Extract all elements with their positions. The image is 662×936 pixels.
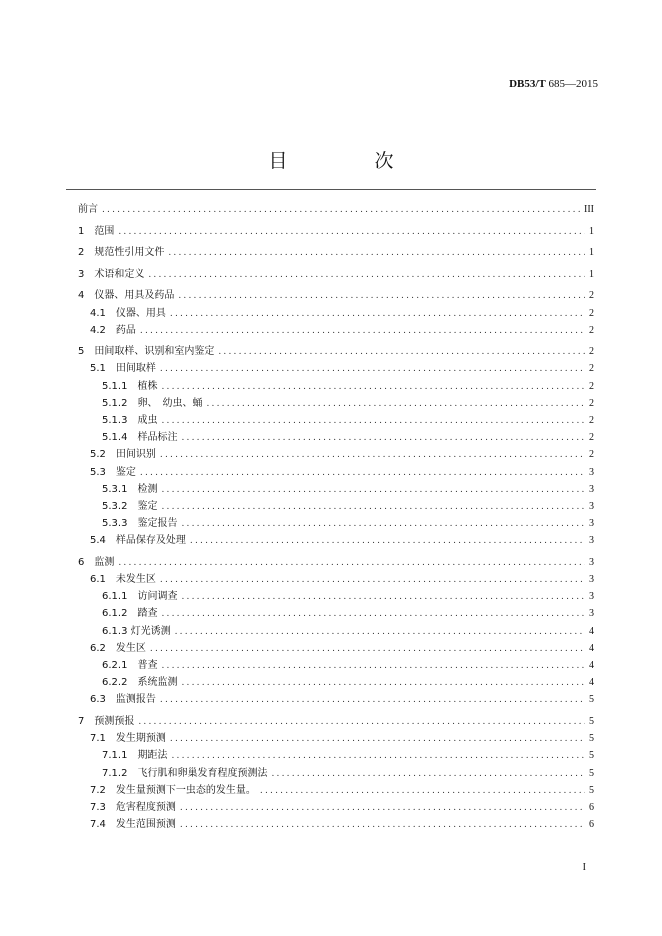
toc-entry-page: 1 bbox=[589, 247, 594, 259]
toc-entry-page: 3 bbox=[589, 500, 594, 512]
toc-leader-dots bbox=[181, 433, 585, 443]
toc-entry-page: 2 bbox=[589, 397, 594, 409]
toc-entry-label: 7.1.1 期距法 bbox=[102, 750, 168, 762]
toc-entry-label: 5.3.3 鉴定报告 bbox=[102, 518, 178, 530]
toc-entry-label: 5.4 样品保存及处理 bbox=[90, 535, 186, 547]
toc-entry-page: 2 bbox=[589, 307, 594, 319]
toc-entry-page: 2 bbox=[589, 290, 594, 302]
toc-entry-label: 5.1.4 样品标注 bbox=[102, 432, 178, 444]
toc-entry[interactable] bbox=[78, 798, 594, 815]
toc-entry[interactable] bbox=[78, 304, 594, 321]
toc-entry[interactable] bbox=[78, 445, 594, 462]
toc-entry[interactable] bbox=[78, 463, 594, 480]
toc-entry-label: 6.1.3 灯光诱测 bbox=[102, 625, 171, 637]
toc-leader-dots bbox=[180, 820, 585, 830]
toc-entry-label: 1 范围 bbox=[78, 225, 115, 237]
toc-entry[interactable] bbox=[78, 622, 594, 639]
toc-leader-dots bbox=[160, 695, 585, 705]
toc-entry[interactable] bbox=[78, 604, 594, 621]
toc-entry-label: 5.2 田间识别 bbox=[90, 449, 156, 461]
toc-entry[interactable] bbox=[78, 712, 594, 729]
toc-entry-label: 4 仪器、用具及药品 bbox=[78, 290, 175, 302]
toc-entry[interactable] bbox=[78, 553, 594, 570]
toc-entry-label: 6.2.2 系统监测 bbox=[102, 677, 178, 689]
document-code-header bbox=[509, 78, 598, 90]
toc-leader-dots bbox=[168, 248, 585, 258]
toc-leader-dots bbox=[170, 309, 585, 319]
standard-code: DB53/T bbox=[509, 78, 546, 90]
toc-leader-dots bbox=[160, 575, 585, 585]
standard-number: 685—2015 bbox=[548, 78, 598, 90]
toc-leader-dots bbox=[161, 485, 585, 495]
toc-leader-dots bbox=[271, 769, 585, 779]
toc-leader-dots bbox=[118, 558, 585, 568]
toc-entry[interactable] bbox=[78, 243, 594, 260]
toc-entry[interactable] bbox=[78, 222, 594, 239]
toc-leader-dots bbox=[150, 644, 585, 654]
toc-entry-page: 4 bbox=[589, 660, 594, 672]
table-of-contents bbox=[78, 200, 594, 832]
toc-entry[interactable] bbox=[78, 480, 594, 497]
toc-entry[interactable] bbox=[78, 514, 594, 531]
toc-entry-label: 5.1.2 卵、 幼虫、蛹 bbox=[102, 397, 203, 409]
toc-entry-label: 5.1.1 植株 bbox=[102, 380, 158, 392]
toc-entry[interactable] bbox=[78, 497, 594, 514]
toc-entry-page: 3 bbox=[589, 574, 594, 586]
toc-entry-page: 5 bbox=[589, 767, 594, 779]
toc-entry-page: 2 bbox=[589, 363, 594, 375]
toc-entry[interactable] bbox=[78, 411, 594, 428]
toc-entry-label: 7.3 危害程度预测 bbox=[90, 801, 176, 813]
toc-entry-page: 4 bbox=[589, 625, 594, 637]
toc-entry[interactable] bbox=[78, 359, 594, 376]
toc-entry-page: 2 bbox=[589, 432, 594, 444]
toc-leader-dots bbox=[161, 661, 585, 671]
toc-entry-page: 2 bbox=[589, 380, 594, 392]
toc-entry-label: 7.4 发生范围预测 bbox=[90, 819, 176, 831]
toc-entry-label: 6.2 发生区 bbox=[90, 642, 146, 654]
title-divider bbox=[66, 189, 596, 190]
toc-entry-label: 5.3 鉴定 bbox=[90, 466, 136, 478]
toc-leader-dots bbox=[175, 627, 585, 637]
toc-entry[interactable] bbox=[78, 394, 594, 411]
toc-entry-page: 3 bbox=[589, 608, 594, 620]
toc-entry[interactable] bbox=[78, 200, 594, 217]
toc-entry-label: 6.1 未发生区 bbox=[90, 574, 156, 586]
toc-leader-dots bbox=[170, 734, 585, 744]
toc-entry-label: 5.1 田间取样 bbox=[90, 363, 156, 375]
toc-entry-page: 5 bbox=[589, 694, 594, 706]
toc-entry-label: 7 预测预报 bbox=[78, 715, 135, 727]
toc-entry[interactable] bbox=[78, 729, 594, 746]
toc-leader-dots bbox=[181, 519, 585, 529]
toc-entry-page: 5 bbox=[589, 750, 594, 762]
page-number: I bbox=[582, 862, 586, 873]
toc-entry[interactable] bbox=[78, 764, 594, 781]
toc-leader-dots bbox=[178, 291, 585, 301]
toc-entry-page: 5 bbox=[589, 733, 594, 745]
toc-entry-page: 3 bbox=[589, 483, 594, 495]
toc-entry[interactable] bbox=[78, 690, 594, 707]
toc-entry-label: 6 监测 bbox=[78, 556, 115, 568]
toc-entry[interactable] bbox=[78, 587, 594, 604]
toc-entry-label: 5.3.2 鉴定 bbox=[102, 500, 158, 512]
toc-entry-page: 1 bbox=[589, 268, 594, 280]
toc-entry-page: III bbox=[584, 204, 594, 215]
toc-entry-page: 4 bbox=[589, 642, 594, 654]
toc-entry[interactable] bbox=[78, 428, 594, 445]
toc-entry[interactable] bbox=[78, 746, 594, 763]
toc-entry-page: 5 bbox=[589, 784, 594, 796]
toc-entry-page: 2 bbox=[589, 449, 594, 461]
toc-entry[interactable] bbox=[78, 286, 594, 303]
toc-entry-label: 6.2.1 普查 bbox=[102, 660, 158, 672]
toc-leader-dots bbox=[161, 416, 585, 426]
toc-leader-dots bbox=[260, 786, 585, 796]
toc-entry[interactable] bbox=[78, 673, 594, 690]
toc-entry-page: 6 bbox=[589, 801, 594, 813]
toc-leader-dots bbox=[140, 468, 585, 478]
toc-entry-page: 3 bbox=[589, 591, 594, 603]
toc-entry-page: 5 bbox=[589, 715, 594, 727]
toc-leader-dots bbox=[218, 347, 585, 357]
toc-entry-label: 4.1 仪器、用具 bbox=[90, 307, 166, 319]
toc-entry-label: 4.2 药品 bbox=[90, 324, 136, 336]
toc-leader-dots bbox=[102, 205, 580, 215]
toc-leader-dots bbox=[138, 717, 585, 727]
toc-entry[interactable] bbox=[78, 265, 594, 282]
toc-entry-label: 7.1.2 飞行肌和卵巢发育程度预测法 bbox=[102, 767, 268, 779]
toc-entry[interactable] bbox=[78, 531, 594, 548]
toc-entry-label: 3 术语和定义 bbox=[78, 268, 145, 280]
toc-entry[interactable] bbox=[78, 815, 594, 832]
toc-leader-dots bbox=[181, 678, 585, 688]
toc-entry-label: 5.1.3 成虫 bbox=[102, 415, 158, 427]
toc-entry-page: 3 bbox=[589, 518, 594, 530]
toc-entry-label: 6.1.1 访问调查 bbox=[102, 591, 178, 603]
toc-entry-page: 2 bbox=[589, 415, 594, 427]
toc-entry-page: 1 bbox=[589, 225, 594, 237]
page-title: 目 次 bbox=[268, 150, 428, 172]
toc-entry-label: 5 田间取样、识别和室内鉴定 bbox=[78, 346, 215, 358]
toc-entry[interactable] bbox=[78, 377, 594, 394]
toc-entry[interactable] bbox=[78, 781, 594, 798]
toc-entry[interactable] bbox=[78, 321, 594, 338]
toc-leader-dots bbox=[190, 536, 585, 546]
toc-leader-dots bbox=[160, 364, 585, 374]
toc-entry[interactable] bbox=[78, 342, 594, 359]
toc-leader-dots bbox=[161, 609, 585, 619]
toc-entry[interactable] bbox=[78, 570, 594, 587]
toc-entry-label: 2 规范性引用文件 bbox=[78, 247, 165, 259]
toc-entry-label: 前言 bbox=[78, 204, 98, 215]
toc-entry-page: 3 bbox=[589, 556, 594, 568]
toc-leader-dots bbox=[148, 270, 585, 280]
toc-entry-page: 6 bbox=[589, 819, 594, 831]
toc-entry-page: 4 bbox=[589, 677, 594, 689]
toc-leader-dots bbox=[206, 399, 585, 409]
toc-leader-dots bbox=[180, 803, 585, 813]
toc-leader-dots bbox=[161, 382, 585, 392]
toc-entry-label: 7.2 发生量预测下一虫态的发生量。 bbox=[90, 784, 256, 796]
toc-entry[interactable] bbox=[78, 656, 594, 673]
toc-leader-dots bbox=[181, 592, 585, 602]
toc-entry-page: 2 bbox=[589, 324, 594, 336]
toc-entry-page: 3 bbox=[589, 535, 594, 547]
toc-entry-label: 6.1.2 踏查 bbox=[102, 608, 158, 620]
toc-leader-dots bbox=[161, 502, 585, 512]
toc-entry-label: 5.3.1 检测 bbox=[102, 483, 158, 495]
toc-leader-dots bbox=[118, 227, 585, 237]
toc-entry-page: 2 bbox=[589, 346, 594, 358]
toc-leader-dots bbox=[171, 751, 585, 761]
toc-leader-dots bbox=[160, 450, 585, 460]
toc-entry-page: 3 bbox=[589, 466, 594, 478]
toc-leader-dots bbox=[140, 326, 585, 336]
toc-entry-label: 6.3 监测报告 bbox=[90, 694, 156, 706]
toc-entry[interactable] bbox=[78, 639, 594, 656]
toc-entry-label: 7.1 发生期预测 bbox=[90, 733, 166, 745]
